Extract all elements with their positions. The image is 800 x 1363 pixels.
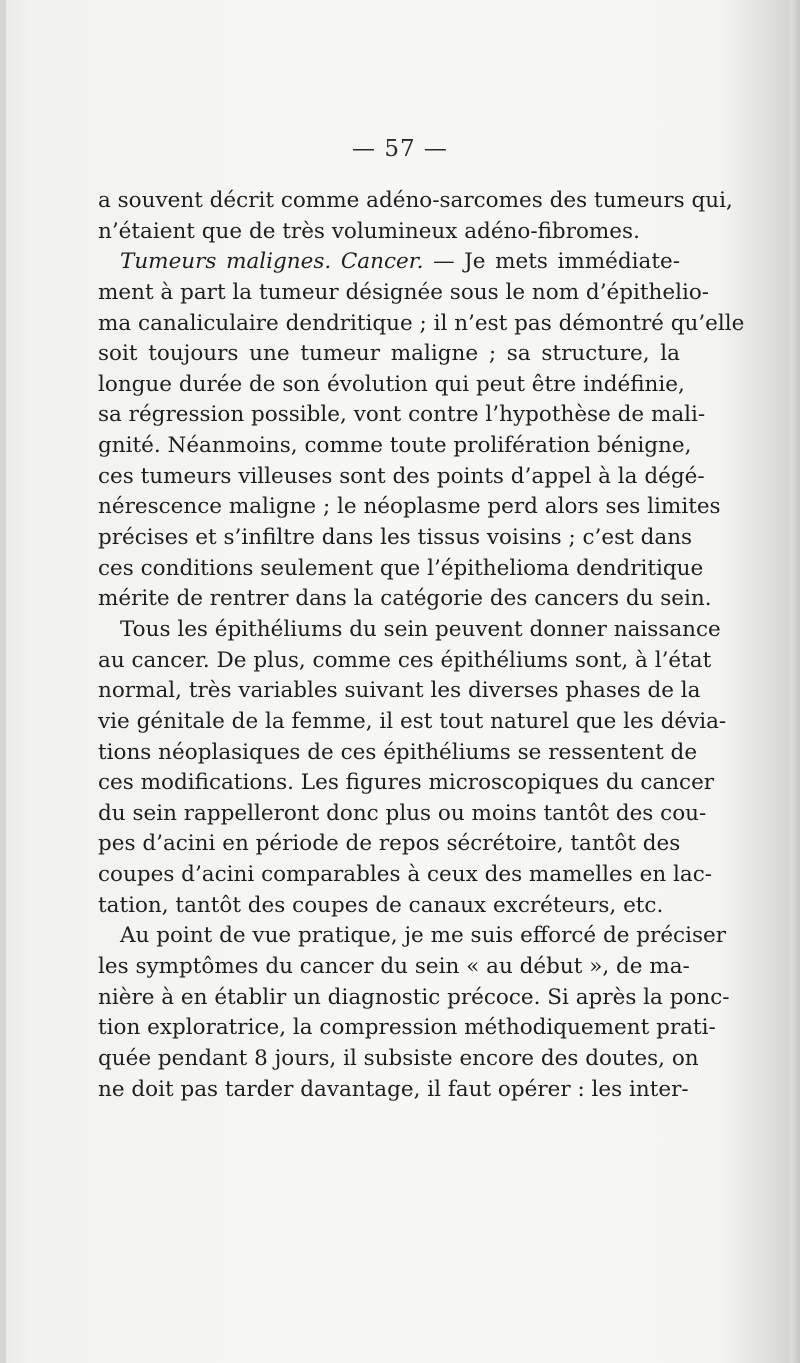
- text-line: nérescence maligne ; le néoplasme perd alors ses limites: [98, 494, 721, 520]
- text-line: au cancer. De plus, comme ces épithéliums sont, à l’état: [98, 647, 712, 673]
- text-line: quée pendant 8 jours, il subsiste encore des doutes, on: [98, 1045, 699, 1071]
- text-line: n’étaient que de très volumineux adéno-fibromes.: [98, 218, 640, 244]
- text-line: vie génitale de la femme, il est tout naturel que les dévia-: [98, 708, 727, 734]
- text-line: tation, tantôt des coupes de canaux excréteurs, etc.: [98, 892, 664, 918]
- text-line: tion exploratrice, la compression méthodiquement prati-: [98, 1015, 716, 1041]
- text-line: ces modifications. Les figures microscopiques du cancer: [98, 770, 715, 796]
- text-line: ma canaliculaire dendritique ; il n’est pas démontré qu’elle: [98, 310, 745, 336]
- section-heading-italic: Tumeurs malignes. Cancer.: [120, 249, 424, 275]
- text-line: soit toujours une tumeur maligne ; sa structure, la: [98, 341, 680, 367]
- text-line: nière à en établir un diagnostic précoce. Si après la ponc-: [98, 984, 730, 1010]
- text-line: du sein rappelleront donc plus ou moins tantôt des cou-: [98, 800, 707, 826]
- text-line: Tous les épithéliums du sein peuvent donner naissance: [120, 616, 721, 642]
- page-left-edge: [0, 0, 6, 1363]
- text-line: Au point de vue pratique, je me suis efforcé de préciser: [120, 923, 727, 949]
- text-line: ne doit pas tarder davantage, il faut opérer : les inter-: [98, 1076, 689, 1102]
- text-line: coupes d’acini comparables à ceux des mamelles en lac-: [98, 862, 712, 888]
- text-line: ment à part la tumeur désignée sous le nom d’épithelio-: [98, 279, 710, 305]
- text-line: précises et s’infiltre dans les tissus voisins ; c’est dans: [98, 525, 693, 551]
- text-line: ces conditions seulement que l’épithelioma dendritique: [98, 555, 704, 581]
- text-line: sa régression possible, vont contre l’hypothèse de mali-: [98, 402, 706, 428]
- text-line: longue durée de son évolution qui peut être indéfinie,: [98, 371, 685, 397]
- text-line: mérite de rentrer dans la catégorie des cancers du sein.: [98, 586, 712, 612]
- text-line: ces tumeurs villeuses sont des points d’appel à la dégé-: [98, 463, 705, 489]
- text-line: gnité. Néanmoins, comme toute prolifération bénigne,: [98, 433, 692, 459]
- body-text: [98, 186, 745, 1105]
- text-line: les symptômes du cancer du sein « au début », de ma-: [98, 954, 690, 980]
- text-line-rest: — Je mets immédiate-: [423, 249, 680, 275]
- page-number: — 57 —: [352, 136, 448, 162]
- text-line: tions néoplasiques de ces épithéliums se ressentent de: [98, 739, 698, 765]
- page-right-edge-shadow: [790, 0, 800, 1363]
- text-line: normal, très variables suivant les diverses phases de la: [98, 678, 701, 704]
- text-line: pes d’acini en période de repos sécrétoire, tantôt des: [98, 831, 681, 857]
- text-line: a souvent décrit comme adéno-sarcomes des tumeurs qui,: [98, 188, 733, 213]
- text-line: [98, 247, 680, 278]
